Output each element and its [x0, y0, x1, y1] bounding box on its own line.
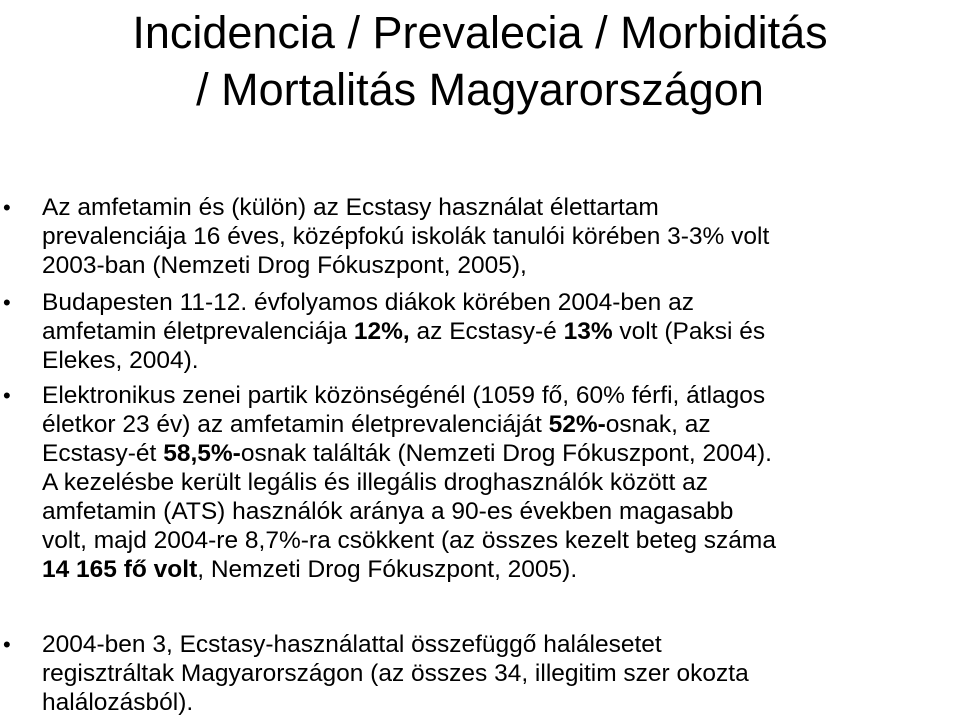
slide-title-line-2: / Mortalitás Magyarországon [196, 64, 764, 115]
emphasis-amfetamin-party-percent: 52%- [548, 411, 606, 438]
bullet-3-line-7 [42, 555, 957, 584]
bullet-4-line-2: regisztráltak Magyarországon (az összes 34, illegitim szer okozta [42, 660, 749, 687]
emphasis-amfetamin-percent: 12%, [353, 318, 410, 345]
emphasis-ecstasy-percent: 13% [563, 318, 613, 345]
bullet-marker: • [3, 195, 11, 220]
bullet-1-line-1: Az amfetamin és (külön) az Ecstasy használat élettartam [42, 194, 659, 221]
bullet-4-line-1: 2004-ben 3, Ecstasy-használattal összefüggő halálesetet [42, 631, 662, 658]
text-run: Ecstasy-ét [42, 440, 164, 467]
emphasis-patient-count: 14 165 fő volt [42, 556, 198, 583]
bullet-3-line-3 [42, 439, 957, 468]
bullet-1-line-2: prevalenciája 16 éves, középfokú iskolák tanulói körében 3-3% volt [42, 223, 770, 250]
bullet-3-line-5: amfetamin (ATS) használók aránya a 90-es években magasabb [42, 498, 734, 525]
slide-title-line-1: Incidencia / Prevalecia / Morbiditás [132, 7, 828, 58]
text-run: osnak, az [605, 411, 711, 438]
bullet-item-3 [42, 381, 957, 584]
bullet-2-line-3: Elekes, 2004). [42, 347, 199, 374]
text-run: életkor 23 év) az amfetamin életprevalenciáját [42, 411, 549, 438]
bullet-3-line-6: volt, majd 2004-re 8,7%-ra csökkent (az összes kezelt beteg száma [42, 527, 776, 554]
text-run: osnak találták (Nemzeti Drog Fókuszpont, 2004). [240, 440, 772, 467]
bullet-3-line-1: Elektronikus zenei partik közönségénél (1059 fő, 60% férfi, átlagos [42, 382, 766, 409]
bullet-2-line-1: Budapesten 11-12. évfolyamos diákok körében 2004-ben az [42, 289, 694, 316]
text-run: az Ecstasy-é [409, 318, 564, 345]
bullet-3-line-4: A kezelésbe került legális és illegális droghasználók között az [42, 469, 708, 496]
bullet-3-line-2 [42, 410, 957, 439]
bullet-4-line-3: halálozásból). [42, 689, 194, 716]
text-run: , Nemzeti Drog Fókuszpont, 2005). [197, 556, 578, 583]
bullet-item-2 [42, 288, 957, 375]
emphasis-ecstasy-party-percent: 58,5%- [163, 440, 241, 467]
bullet-2-line-2 [42, 317, 957, 346]
text-run: volt (Paksi és [612, 318, 766, 345]
bullet-1-line-3: 2003-ban (Nemzeti Drog Fókuszpont, 2005), [42, 252, 527, 279]
bullet-marker: • [3, 383, 11, 408]
bullet-marker: • [3, 290, 11, 315]
text-run: amfetamin életprevalenciája [42, 318, 354, 345]
bullet-item-1 [42, 193, 957, 280]
bullet-marker: • [3, 632, 11, 657]
bullet-item-4 [42, 630, 957, 717]
